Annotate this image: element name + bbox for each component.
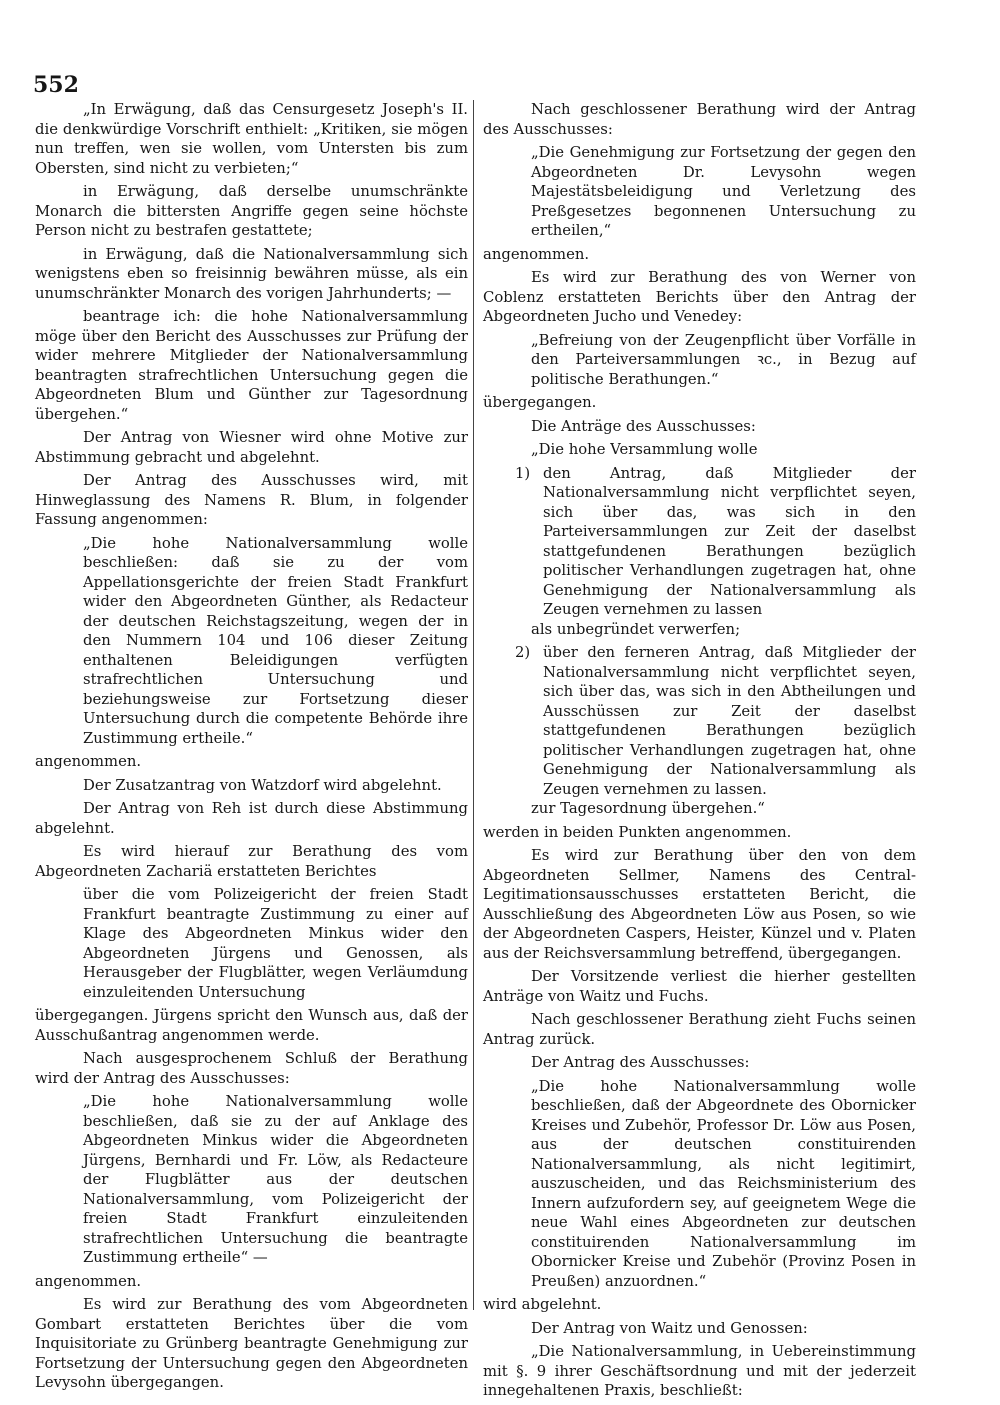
quote-paragraph: „Befreiung von der Zeugenpflicht über Vorfälle in den Parteiversammlungen ꝛc., in Bezug auf politische Berathungen.“ bbox=[531, 331, 916, 388]
paragraph: übergegangen. Jürgens spricht den Wunsch aus, daß der Ausschußantrag angenommen werde. bbox=[35, 1007, 468, 1044]
paragraph: werden in beiden Punkten angenommen. bbox=[483, 823, 792, 841]
quote-paragraph: über die vom Polizeigericht der freien Stadt Frankfurt beantragte Zustimmung zu einer auf Klage des Abgeordneten Minkus wider den Abgeordneten Jürgens und Genossen, als Herausgeber der Flugblätter, wegen Verläumdung einzuleitenden Untersuchung bbox=[83, 886, 468, 1001]
quote-paragraph: „Die hohe Nationalversammlung wolle beschließen, daß der Abgeordnete des Obornicker Kreises und Zubehör, Professor Dr. Löw aus Posen, aus der deutschen constituirenden Nationalversammlung, als nicht legitimirt, auszuscheiden, und das Reichsministerium des Innern aufzufordern sey, auf geeignetem Wege die neue Wahl eines Abgeordneten zur deutschen constituirenden Nationalversammlung im Obornicker Kreise und Zubehör (Provinz Posen in Preußen) anzuordnen.“ bbox=[531, 1077, 916, 1290]
quote-paragraph: „Die hohe Nationalversammlung wolle beschließen: daß sie zu der vom Appellationsgerichte der freien Stadt Frankfurt wider den Abgeordneten Günther, als Redacteur der deutschen Reichstagszeitung, wegen der in den Nummern 104 und 106 dieser Zeitung enthaltenen Beleidigungen verfügten strafrechtlichen Untersuchung und beziehungsweise zur Fortsetzung dieser Untersuchung durch die competente Behörde ihre Zustimmung ertheile.“ bbox=[83, 534, 468, 747]
paragraph: übergegangen. bbox=[483, 394, 597, 411]
paragraph: Der Antrag von Reh ist durch diese Abstimmung abgelehnt. bbox=[35, 800, 468, 837]
quote-paragraph: „Die hohe Nationalversammlung wolle beschließen, daß sie zu der auf Anklage des Abgeordneten Minkus wider die Abgeordneten Jürgens, Bernhardi und Fr. Löw, als Redacteure der Flugblätter aus der deutschen Nationalversammlung, vom Polizeigericht der freien Stadt Frankfurt einzuleitenden strafrechtlichen Untersuchung die beantragte Zustimmung ertheile“ — bbox=[83, 1093, 468, 1266]
paragraph: Es wird zur Berathung des vom Abgeordneten Gombart erstatteten Berichtes über die vom Inquisitoriate zu Grünberg beantragte Genehmigung zur Fortsetzung der Untersuchung gegen den Abgeordneten Levysohn übergegangen. bbox=[35, 1296, 468, 1391]
page-number: 552 bbox=[33, 72, 79, 98]
paragraph: wird abgelehnt. bbox=[483, 1296, 602, 1313]
right-column bbox=[483, 100, 916, 1405]
quote-paragraph: „Die Genehmigung zur Fortsetzung der gegen den Abgeordneten Dr. Levysohn wegen Majestätsbeleidigung und Verletzung des Preßgesetzes begonnenen Untersuchung zu ertheilen,“ bbox=[531, 144, 916, 239]
paragraph: „Die Nationalversammlung, in Uebereinstimmung mit §. 9 ihrer Geschäftsordnung und mit der jederzeit innegehaltenen Praxis, beschließt: bbox=[483, 1343, 916, 1399]
column-divider bbox=[473, 100, 474, 1310]
paragraph: „Die hohe Versammlung wolle bbox=[531, 441, 758, 458]
paragraph: Der Zusatzantrag von Watzdorf wird abgelehnt. bbox=[83, 776, 442, 794]
list-item-text: den Antrag, daß Mitglieder der Nationalversammlung nicht verpflichtet seyen, sich über das, was sich in den Parteiversammlungen zur Zeit der daselbst stattgefundenen Berathungen bezüglich politischer Verhandlungen zugetragen hat, ohne Genehmigung der Nationalversammlung als Zeugen vernehmen zu lassen bbox=[543, 464, 916, 618]
paragraph: angenommen. bbox=[35, 1272, 142, 1290]
list-item-text: über den ferneren Antrag, daß Mitglieder der Nationalversammlung nicht verpflichtet seyen, sich über das, was sich in den Abtheilungen und Ausschüssen zur Zeit der daselbst stattgefundenen Berathungen bezüglich politischer Verhandlungen zugetragen hat, ohne Genehmigung der Nationalversammlung als Zeugen vernehmen zu lassen. bbox=[543, 644, 916, 798]
paragraph: angenommen. bbox=[35, 753, 142, 770]
paragraph: Der Vorsitzende verliest die hierher gestellten Anträge von Waitz und Fuchs. bbox=[483, 968, 916, 1005]
paragraph: Die Anträge des Ausschusses: bbox=[531, 417, 756, 435]
paragraph: Nach ausgesprochenem Schluß der Berathung wird der Antrag des Ausschusses: bbox=[35, 1050, 468, 1087]
paragraph: Der Antrag von Waitz und Genossen: bbox=[531, 1319, 808, 1337]
left-column bbox=[35, 100, 468, 1397]
list-marker: 2) bbox=[515, 644, 531, 661]
paragraph: Es wird hierauf zur Berathung des vom Abgeordneten Zachariä erstatteten Berichtes bbox=[35, 843, 468, 880]
list-item bbox=[483, 464, 916, 620]
list-item bbox=[483, 643, 916, 799]
paragraph: Der Antrag von Wiesner wird ohne Motive zur Abstimmung gebracht und abgelehnt. bbox=[35, 429, 468, 466]
paragraph: zur Tagesordnung übergehen.“ bbox=[531, 800, 765, 817]
paragraph: in Erwägung, daß derselbe unumschränkte Monarch die bittersten Angriffe gegen seine höchste Person nicht zu bestrafen gestattete; bbox=[35, 183, 468, 239]
paragraph: Der Antrag des Ausschusses: bbox=[531, 1054, 750, 1071]
paragraph: beantrage ich: die hohe Nationalversammlung möge über den Bericht des Ausschusses zur Prüfung der wider mehrere Mitglieder der Nationalversammlung beantragten strafrechtlichen Untersuchung gegen die Abgeordneten Blum und Günther zur Tagesordnung übergehen.“ bbox=[35, 308, 468, 423]
list-marker: 1) bbox=[515, 464, 531, 482]
paragraph: „In Erwägung, daß das Censurgesetz Joseph's II. die denkwürdige Vorschrift enthielt: „Kritiken, sie mögen nun treffen, wen sie wollen, vom Untersten bis zum Obersten, sind nicht zu verbieten;“ bbox=[35, 101, 468, 177]
paragraph: Nach geschlossener Berathung wird der Antrag des Ausschusses: bbox=[483, 101, 916, 138]
paragraph: Es wird zur Berathung über den von dem Abgeordneten Sellmer, Namens des Central-Legitimationsausschusses erstatteten Bericht, die Ausschließung des Abgeordneten Löw aus Posen, so wie der Abgeordneten Caspers, Heister, Künzel und v. Platen aus der Reichsversammlung betreffend, übergegangen. bbox=[483, 847, 916, 962]
paragraph: angenommen. bbox=[483, 245, 590, 263]
paragraph: Es wird zur Berathung des von Werner von Coblenz erstatteten Berichts über den Antrag der Abgeordneten Jucho und Venedey: bbox=[483, 269, 916, 325]
paragraph: als unbegründet verwerfen; bbox=[531, 620, 741, 638]
paragraph: in Erwägung, daß die Nationalversammlung sich wenigstens eben so freisinnig bewähren müsse, als ein unumschränkter Monarch des vorigen Jahrhunderts; — bbox=[35, 245, 468, 302]
paragraph: Nach geschlossener Berathung zieht Fuchs seinen Antrag zurück. bbox=[483, 1011, 916, 1048]
paragraph: Der Antrag des Ausschusses wird, mit Hinweglassung des Namens R. Blum, in folgender Fassung angenommen: bbox=[35, 472, 468, 528]
